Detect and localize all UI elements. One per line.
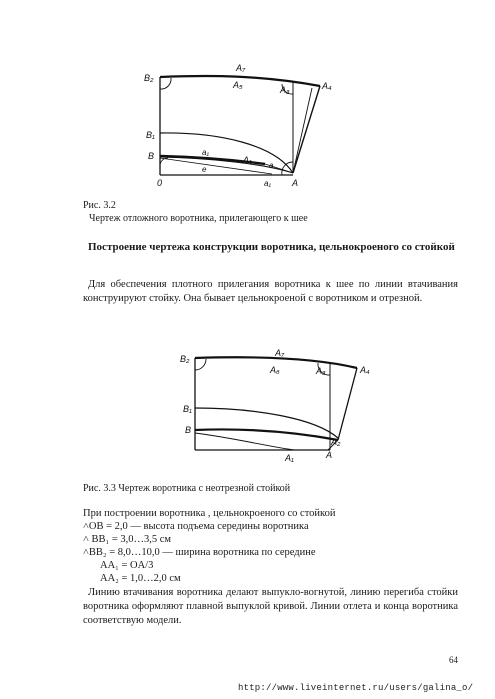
page-number: 64 bbox=[449, 655, 458, 665]
instruction-line-ob: ˄OB = 2,0 — высота подъема середины воротника bbox=[83, 521, 309, 532]
section-heading: Построение чертежа конструкции воротника, цельнокроеного со стойкой bbox=[88, 241, 455, 253]
figure-3-2-caption-text: Чертеж отложного воротника, прилегающего к шее bbox=[89, 213, 308, 224]
fig1-label-a-point: A bbox=[292, 178, 299, 188]
fig2-label-a3: A₃ bbox=[316, 366, 326, 376]
fig1-label-a4: A₄ bbox=[322, 81, 332, 91]
fig2-label-a4: A₄ bbox=[360, 365, 370, 375]
fig2-label-b2: B₂ bbox=[180, 354, 190, 364]
figure-3-3-caption: Рис. 3.3 Чертеж воротника с неотрезной стойкой bbox=[83, 483, 291, 494]
instruction-line-bb2: ˄BB₂ = 8,0…10,0 — ширина воротника по середине bbox=[83, 547, 316, 558]
fig2-label-a1: A₁ bbox=[285, 453, 294, 463]
fig1-label-a5: A₅ bbox=[233, 80, 243, 90]
formula-aa1: AA₁ = OA/3 bbox=[100, 560, 154, 571]
fig1-label-a1-small: a₁ bbox=[202, 148, 209, 157]
fig1-label-a7: A₇ bbox=[236, 63, 246, 73]
fig1-label-o: 0 bbox=[157, 178, 163, 188]
fig2-label-b1: B₁ bbox=[183, 404, 192, 414]
fig2-label-a6: A₆ bbox=[270, 365, 280, 375]
instruction-line-bb1: ˄ BB₁ = 3,0…3,5 см bbox=[83, 534, 172, 545]
fig1-label-e: e bbox=[202, 165, 207, 174]
watermark-url: http://www.liveinternet.ru/users/galina_o/ bbox=[238, 683, 474, 693]
section-paragraph: Для обеспечения плотного прилегания воротника к шее по линии втачивания конструируют стойку. Она бывает цельнокроеной с воротником и отрезной. bbox=[83, 279, 458, 304]
formula-aa2: AA₂ = 1,0…2,0 см bbox=[100, 573, 181, 584]
fig2-label-a: A bbox=[326, 450, 333, 460]
figure-3-3-drawing bbox=[175, 346, 385, 466]
fig1-label-b2: B₂ bbox=[144, 73, 154, 83]
figure-3-2-caption-number: Рис. 3.2 bbox=[83, 200, 116, 211]
fig2-label-a2: A₂ bbox=[331, 437, 341, 447]
fig1-label-a1: A₁ bbox=[243, 155, 252, 165]
instructions-intro: При построении воротника , цельнокроеного со стойкой bbox=[83, 508, 336, 519]
instructions-closing: Линию втачивания воротника делают выпукло-вогнутой, линию перегиба стойки воротника оформляют плавной выпуклой кривой. Линии отлета и конца воротника соответствую модели. bbox=[83, 587, 458, 626]
fig1-label-a3: A₃ bbox=[280, 85, 290, 95]
figure-3-2-drawing bbox=[140, 60, 340, 195]
fig1-label-a1-bottom: a₁ bbox=[264, 179, 271, 188]
fig1-label-a: a bbox=[269, 161, 274, 170]
fig2-label-a7: A₇ bbox=[275, 348, 285, 358]
fig1-label-b1: B₁ bbox=[146, 130, 155, 140]
fig2-label-b: B bbox=[185, 425, 192, 435]
fig1-label-b: B bbox=[148, 151, 155, 161]
